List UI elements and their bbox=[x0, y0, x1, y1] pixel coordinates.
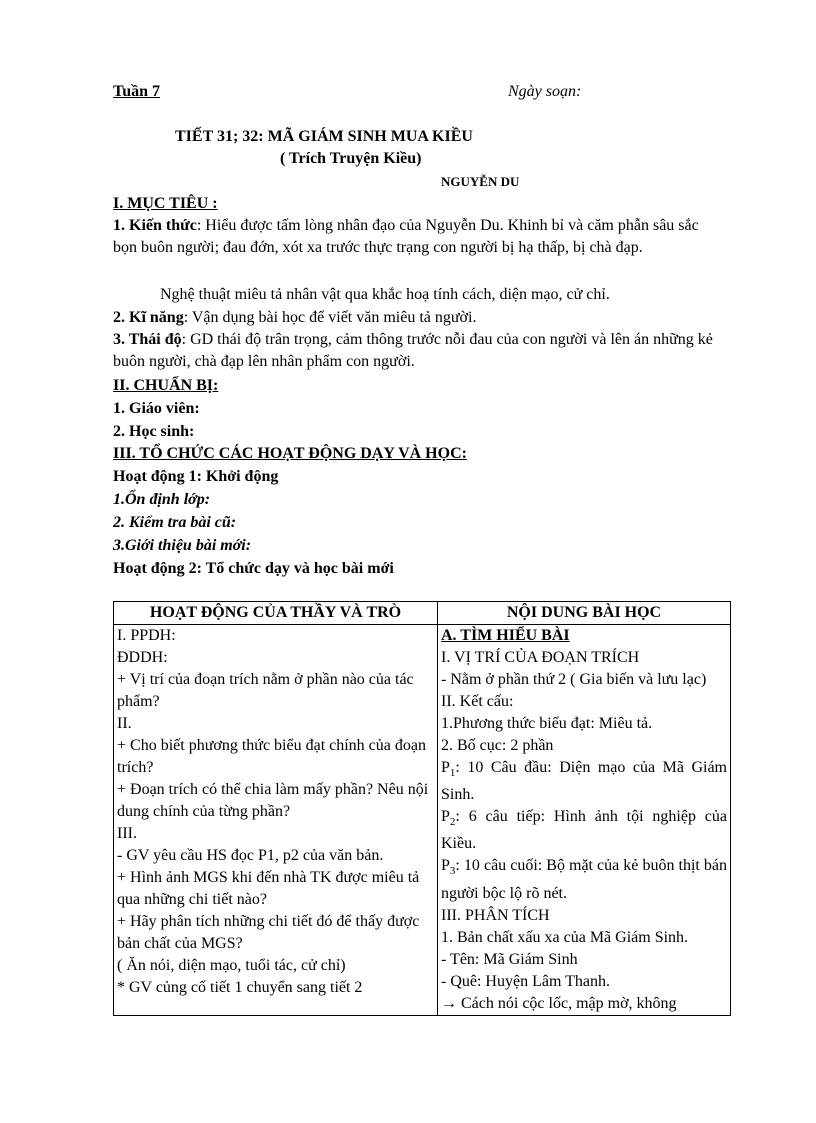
left-line: * GV củng cố tiết 1 chuyển sang tiết 2 bbox=[117, 979, 363, 996]
left-line: II. bbox=[117, 715, 132, 732]
content-nature: 1. Bản chất xấu xa của Mã Giám Sinh. bbox=[441, 928, 689, 946]
activity2 bbox=[113, 558, 394, 580]
left-line: ( Ăn nói, diện mạo, tuổi tác, cử chỉ) bbox=[117, 957, 346, 974]
p2-sub: 2 bbox=[449, 816, 456, 829]
p2-text: : 6 câu tiếp: Hình ảnh tội nghiệp của Kiều. bbox=[441, 808, 727, 853]
attitude-label: 3. Thái độ bbox=[113, 331, 182, 348]
lesson-table bbox=[113, 601, 731, 1016]
content-column bbox=[438, 625, 731, 1016]
p1-sub: 1 bbox=[449, 767, 456, 780]
left-line: - GV yêu cầu HS đọc P1, p2 của văn bản. bbox=[117, 847, 384, 864]
p1-text: : 10 Câu đầu: Diện mạo của Mã Giám Sinh. bbox=[441, 759, 727, 804]
knowledge-paragraph bbox=[113, 215, 713, 259]
content-i-text: - Nằm ở phần thứ 2 ( Gia biến và lưu lạc) bbox=[441, 671, 707, 688]
skill-label: 2. Kĩ năng bbox=[113, 309, 184, 326]
left-line: + Đoạn trích có thể chia làm mấy phần? Nêu nội dung chính của từng phần? bbox=[117, 781, 429, 820]
date-label: Ngày soạn: bbox=[508, 83, 582, 100]
skill-text: : Vận dụng bài học để viết văn miêu tả người. bbox=[183, 309, 477, 326]
p2-prefix: P bbox=[441, 808, 450, 826]
author-name: NGUYỄN DU bbox=[441, 174, 520, 189]
left-line: + Hình ảnh MGS khi đến nhà TK được miêu tả qua những chi tiết nào? bbox=[117, 869, 420, 908]
student-prep: 2. Học sinh: bbox=[113, 423, 195, 440]
left-line: + Vị trí của đoạn trích nằm ở phần nào của tác phẩm? bbox=[117, 671, 414, 710]
activity1-text: : Khởi động bbox=[196, 468, 279, 485]
p3-text: : 10 câu cuối: Bộ mặt của kẻ buôn thịt bán người bộc lộ rõ nét. bbox=[441, 857, 727, 902]
content-name: - Tên: Mã Giám Sinh bbox=[441, 950, 578, 968]
header-lesson-content: NỘI DUNG BÀI HỌC bbox=[438, 602, 731, 625]
week-label: Tuần 7 bbox=[113, 83, 160, 100]
attitude-paragraph bbox=[113, 329, 713, 373]
p1-prefix: P bbox=[441, 759, 450, 776]
section-activities-heading: III. TỔ CHỨC CÁC HOẠT ĐỘNG DẠY VÀ HỌC: bbox=[113, 445, 467, 462]
art-text: Nghệ thuật miêu tả nhân vật qua khắc hoạ tính cách, diện mạo, cử chỉ. bbox=[160, 286, 610, 303]
left-line: I. PPDH: bbox=[117, 627, 176, 644]
intro-new-lesson: 3.Giới thiệu bài mới: bbox=[113, 537, 252, 554]
content-iii-heading: III. PHÂN TÍCH bbox=[441, 906, 550, 924]
content-a: A. TÌM HIỂU BÀI bbox=[441, 627, 570, 644]
teacher-prep: 1. Giáo viên: bbox=[113, 400, 200, 417]
section-objectives-heading: I. MỤC TIÊU : bbox=[113, 195, 218, 212]
knowledge-text: : Hiểu được tấm lòng nhân đạo của Nguyễn Du. Khinh bỉ và căm phẫn sâu sắc bọn buôn người; đau đớn, xót xa trước thực trạng con người bị hạ thấp, bị chà đạp. bbox=[113, 217, 699, 256]
knowledge-label: 1. Kiến thức bbox=[113, 217, 197, 234]
content-conclusion: → Cách nói cộc lốc, mập mờ, không bbox=[441, 994, 677, 1012]
content-method: 1.Phương thức biểu đạt: Miêu tả. bbox=[441, 715, 653, 732]
lesson-subtitle: ( Trích Truyện Kiều) bbox=[280, 150, 422, 167]
activity1-label: Hoạt động 1 bbox=[113, 468, 197, 485]
stabilize-class: 1.Ổn định lớp: bbox=[113, 491, 211, 508]
p3-sub: 3 bbox=[449, 865, 456, 878]
section-preparation-heading bbox=[113, 375, 218, 397]
skill-paragraph bbox=[113, 307, 476, 329]
content-p1 bbox=[441, 757, 727, 806]
content-p2 bbox=[441, 806, 727, 855]
activity2-text: : Tổ chức dạy và học bài mới bbox=[196, 560, 394, 577]
activity1 bbox=[113, 466, 278, 488]
attitude-text: : GD thái độ trân trọng, cảm thông trước nỗi đau của con người và lên án những kẻ buôn người, chà đạp lên nhân phẩm con người. bbox=[113, 331, 713, 370]
lesson-title: TIẾT 31; 32: MÃ GIÁM SINH MUA KIỀU bbox=[175, 128, 473, 145]
left-line: ĐDDH: bbox=[117, 649, 168, 666]
content-layout: 2. Bố cục: 2 phần bbox=[441, 737, 554, 754]
section-preparation-heading-text: II. CHUẨN BỊ: bbox=[113, 377, 219, 394]
header-teacher-student: HOẠT ĐỘNG CỦA THẦY VÀ TRÒ bbox=[114, 602, 438, 625]
check-old-lesson: 2. Kiểm tra bài cũ: bbox=[113, 514, 237, 531]
activities-column bbox=[114, 625, 438, 1016]
activity2-label: Hoạt động 2 bbox=[113, 560, 197, 577]
left-line: + Hãy phân tích những chi tiết đó để thấy được bản chất của MGS? bbox=[117, 913, 420, 952]
content-p3 bbox=[441, 855, 727, 904]
content-i-heading: I. VỊ TRÍ CỦA ĐOẠN TRÍCH bbox=[441, 649, 640, 666]
content-hometown: - Quê: Huyện Lâm Thanh. bbox=[441, 972, 610, 990]
left-line: + Cho biết phương thức biểu đạt chính của đoạn trích? bbox=[117, 737, 426, 776]
content-ii-heading: II. Kết cấu: bbox=[441, 693, 514, 710]
p3-prefix: P bbox=[441, 857, 450, 875]
left-line: III. bbox=[117, 825, 137, 842]
